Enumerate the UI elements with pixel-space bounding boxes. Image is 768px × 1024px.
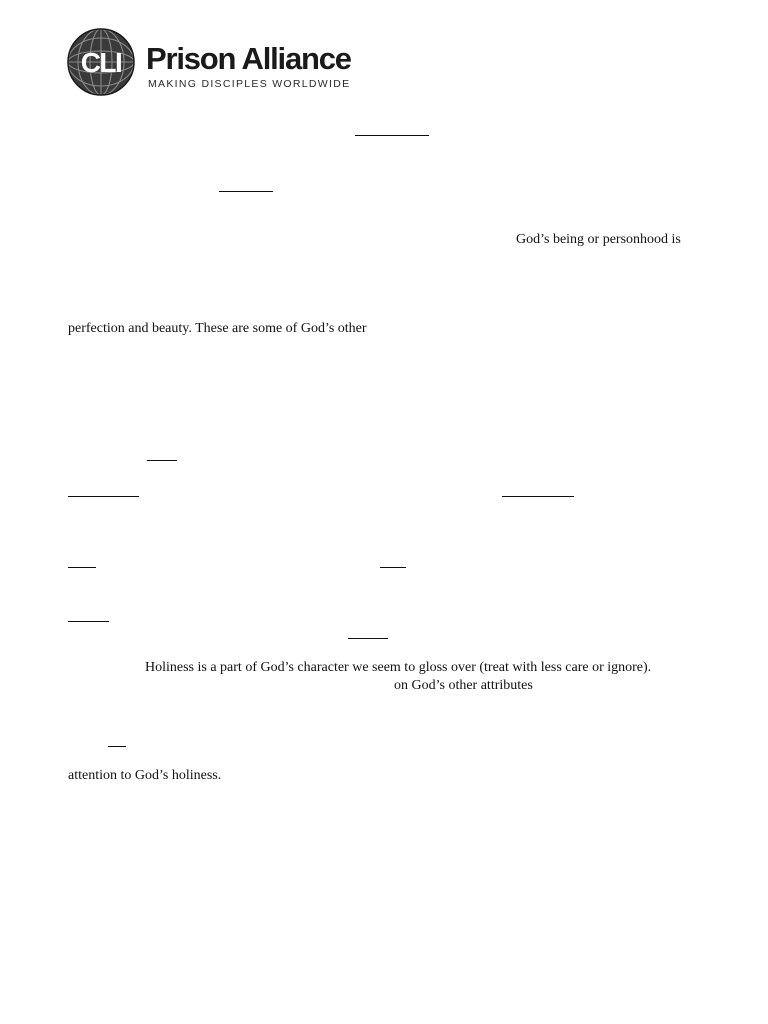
blank-rule (502, 496, 574, 497)
blank-rule (219, 191, 273, 192)
org-tagline: MAKING DISCIPLES WORLDWIDE (148, 78, 351, 90)
body-line-1: God’s being or personhood is (516, 232, 681, 247)
title-rule (355, 135, 429, 136)
blank-rule (380, 567, 406, 568)
org-name: Prison Alliance (146, 41, 351, 76)
body-line-2: perfection and beauty. These are some of God’s other (68, 321, 367, 336)
blank-rule (68, 567, 96, 568)
body-line-4: on God’s other attributes (394, 678, 533, 693)
globe-icon (66, 27, 136, 97)
blank-rule (348, 638, 388, 639)
prison-alliance-logo (66, 27, 366, 99)
logo-initials: CLI (80, 47, 122, 78)
blank-rule (108, 746, 126, 747)
body-line-5: attention to God’s holiness. (68, 768, 222, 783)
blank-rule (147, 460, 177, 461)
blank-rule (68, 496, 139, 497)
body-line-3: Holiness is a part of God’s character we seem to gloss over (treat with less care or ignore). (145, 660, 652, 675)
blank-rule (68, 621, 109, 622)
